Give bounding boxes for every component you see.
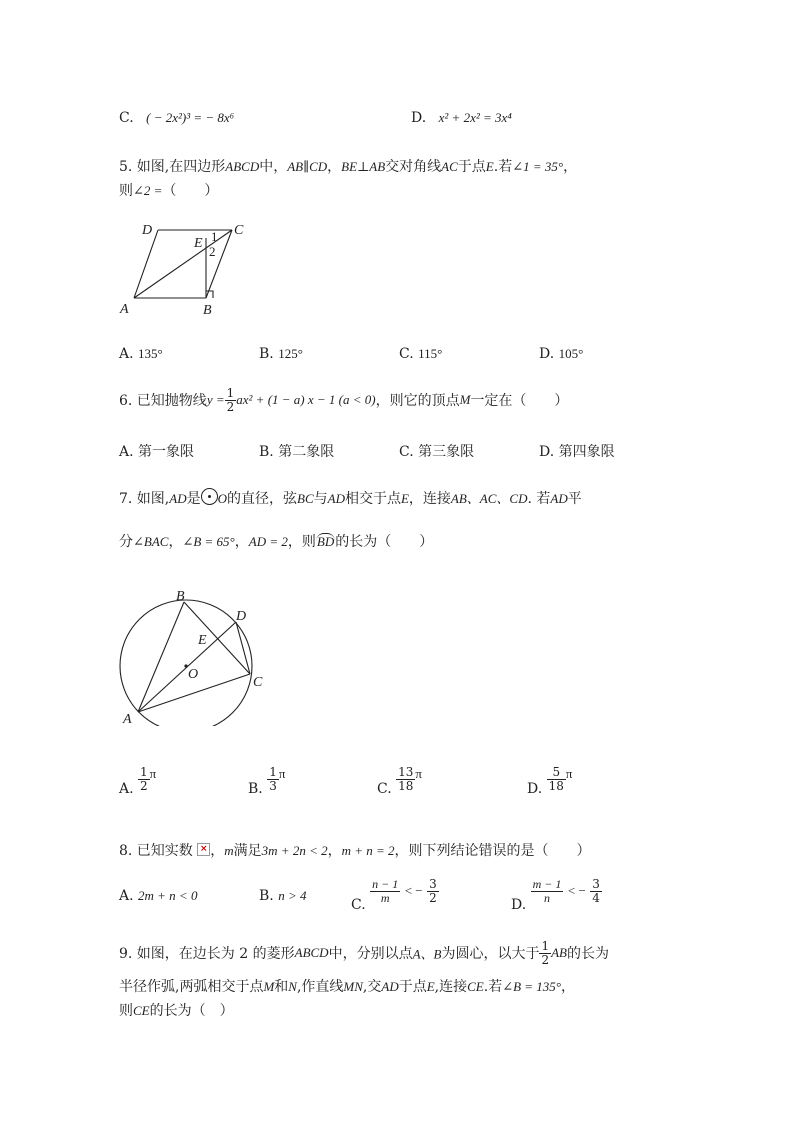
option-value: 第一象限 (138, 444, 195, 460)
q5-text: 5. 如图,在四边形 (119, 159, 226, 175)
q7-diameter-ad (138, 622, 236, 712)
pi-symbol: π (149, 766, 157, 781)
pi-symbol: π (278, 766, 286, 781)
q5-math: BE⊥AB (341, 159, 386, 174)
q7-label-b: B (176, 589, 185, 604)
q6-math: ax² + (1 − a) x − 1 (a < 0) (236, 392, 376, 408)
q6-option-a (119, 441, 194, 461)
fraction-numerator: 1 (140, 765, 148, 779)
q7-label-o: O (188, 667, 199, 682)
broken-image-icon: × (197, 843, 210, 856)
q7-label-d: D (236, 609, 247, 624)
option-label: D. (511, 897, 527, 914)
q5-label-c: C (234, 223, 244, 238)
q9-math: CE (133, 1003, 150, 1018)
fraction-denominator: 2 (541, 952, 550, 967)
option-label: D. (527, 781, 543, 798)
q9-text: ,作直线 (296, 979, 344, 995)
q7-text: ， (168, 534, 183, 550)
q7-text: 7. 如图, (119, 491, 170, 507)
option-value: 第四象限 (558, 444, 615, 460)
q7-math: ∠B = 65° (182, 534, 235, 549)
fraction-numerator: 3 (592, 877, 600, 891)
option-label: A. (119, 781, 134, 798)
fraction-denominator: 2 (226, 399, 235, 414)
option-value: 135° (138, 346, 163, 361)
q7-math: E (400, 491, 409, 506)
q9-text: .若 (483, 979, 503, 995)
q7-math: O (217, 491, 227, 506)
fraction-denominator: 2 (140, 778, 148, 793)
fraction-numerator: 1 (226, 386, 235, 400)
q6-option-b (259, 441, 334, 461)
option-fraction (547, 766, 566, 792)
q7-math: AD = 2 (248, 534, 288, 549)
q7-math: ∠BAC (133, 534, 169, 549)
option-value: 115° (418, 346, 443, 361)
q7-text: 相交于点 (344, 491, 401, 507)
option-value: 第二象限 (278, 444, 335, 460)
q6-option-d (539, 441, 615, 461)
option-label: A. (119, 888, 134, 904)
q8-option-b (259, 888, 306, 904)
q5-text: ， (563, 159, 578, 175)
fraction-numerator: m − 1 (532, 877, 562, 891)
q5-side-bc (206, 230, 232, 298)
q4-option-d (411, 110, 512, 126)
q6-text: 一定在（ ） (470, 393, 569, 410)
fraction-numerator: 1 (269, 765, 277, 779)
fraction-denominator: m (380, 890, 390, 905)
q6-math: M (459, 392, 471, 408)
q5-text: 则 (119, 183, 133, 199)
q8-text: 满足 (233, 843, 262, 859)
q5-label-angle1: 1 (211, 229, 218, 244)
q9-math: E (426, 979, 435, 994)
fraction-numerator: 3 (429, 877, 437, 891)
q7-text: 平 (567, 491, 582, 507)
q9-text: ,交 (362, 979, 382, 995)
pi-symbol: π (565, 766, 573, 781)
option-value: 105° (558, 346, 584, 361)
option-label: B. (259, 888, 274, 904)
q7-math: AD (550, 491, 568, 506)
q8-text: ， (210, 843, 225, 859)
q5-label-b: B (203, 303, 212, 318)
q9-text: ,连接 (434, 979, 468, 995)
q6-stem (119, 387, 568, 413)
q6-math: y = (206, 392, 225, 408)
q4-option-c (119, 110, 234, 126)
q9-math: CE (467, 979, 484, 994)
q9-stem-line3 (119, 1000, 234, 1020)
pi-symbol: π (415, 766, 422, 781)
q5-label-e: E (194, 236, 203, 251)
q9-text: 则 (119, 1003, 133, 1019)
q5-option-b (259, 346, 303, 362)
fraction-denominator: 18 (548, 778, 564, 793)
q9-fraction (539, 940, 551, 966)
q7-option-b (248, 765, 286, 798)
q5-math: ∠1 = 35° (512, 159, 564, 174)
q5-math: AC (441, 159, 458, 174)
q8-option-d (511, 877, 602, 914)
q5-math: ∠2 = (133, 183, 163, 198)
q5-stem-line2 (119, 180, 218, 200)
q7-figure (112, 584, 272, 726)
q9-math: MN (343, 979, 363, 994)
q5-math: AB∥CD (287, 159, 328, 174)
q7-math: BC (297, 491, 314, 506)
q9-text: 的长为（ ） (149, 1003, 234, 1019)
q9-text: 于点 (398, 979, 427, 995)
option-value: 第三象限 (418, 444, 475, 460)
q6-text: 6. 已知抛物线 (119, 393, 207, 410)
q9-text: 9. 如图，在边长为 2 的菱形 (119, 946, 295, 963)
q5-math: E (485, 159, 494, 174)
q5-text: 中， (259, 159, 288, 175)
q7-label-c: C (253, 675, 263, 690)
q5-text: 交对角线 (385, 159, 442, 175)
option-label: D. (411, 110, 427, 126)
q9-text: ， (561, 979, 576, 995)
option-fraction (370, 878, 400, 904)
q5-text: .若 (493, 159, 513, 175)
option-operator: < − (404, 883, 423, 899)
option-value: n > 4 (278, 888, 307, 903)
q7-text: ，则 (287, 534, 316, 550)
option-fraction (531, 878, 564, 904)
q7-text: 的长为（ ） (335, 534, 434, 550)
q9-math: N (288, 979, 297, 994)
q9-math: ABCD (294, 945, 329, 961)
option-fraction (427, 878, 439, 904)
q8-math: m + n = 2 (341, 843, 395, 858)
q9-text: 为圆心，以大于 (441, 946, 540, 963)
option-label: A. (119, 444, 134, 460)
q7-chord-ab (138, 602, 184, 712)
option-label: B. (248, 781, 263, 798)
q7-option-a (119, 765, 157, 798)
q7-text: 的直径，弦 (227, 491, 297, 507)
q9-math: M (263, 979, 275, 994)
q7-option-c (377, 765, 422, 798)
q9-math: ∠B = 135° (502, 979, 562, 994)
option-expression: ( − 2x²)³ = − 8x⁶ (146, 110, 235, 125)
q7-text: 是 (186, 491, 201, 507)
q5-text: 于点 (457, 159, 486, 175)
q5-stem-line1 (119, 156, 577, 176)
fraction-numerator: 1 (541, 939, 550, 953)
fraction-denominator: n (544, 890, 551, 905)
option-label: B. (259, 444, 274, 460)
q9-text: 半径作弧,两弧相交于点 (119, 979, 264, 995)
q7-math: AD (169, 491, 187, 506)
q7-label-e: E (198, 633, 207, 648)
option-label: B. (259, 346, 274, 362)
fraction-numerator: 5 (547, 766, 566, 780)
q6-text: ，则它的顶点 (375, 393, 460, 410)
q7-option-d (527, 765, 573, 798)
q7-arc-label: BD (316, 534, 335, 549)
fraction-numerator: 13 (398, 765, 414, 779)
fraction-denominator: 2 (429, 890, 437, 905)
option-fraction (138, 766, 150, 792)
option-label: A. (119, 346, 134, 362)
option-label: C. (377, 781, 392, 798)
q9-text: 中，分别以点 (328, 946, 413, 963)
q7-text: 分 (119, 534, 133, 550)
q6-option-c (399, 441, 474, 461)
q7-stem-line2 (119, 531, 433, 551)
option-label: D. (539, 444, 555, 460)
q9-text: 的长为 (567, 946, 609, 963)
q8-stem (119, 840, 591, 860)
q8-option-c (351, 877, 439, 914)
q6-fraction (225, 387, 237, 413)
q5-option-c (399, 346, 442, 362)
q7-text: ， (234, 534, 249, 550)
q8-option-a (119, 888, 197, 904)
q7-text: 与 (313, 491, 328, 507)
q5-figure (112, 216, 262, 320)
q8-text: ， (327, 843, 342, 859)
option-label: C. (119, 110, 134, 126)
q7-stem-line1 (119, 488, 582, 508)
q9-text: 和 (274, 979, 289, 995)
q7-text: ，连接 (408, 491, 451, 507)
option-operator: < − (567, 883, 586, 899)
q9-math: A、B (412, 946, 442, 962)
fraction-numerator: n − 1 (372, 877, 399, 891)
q8-math: 3m + 2n < 2 (261, 843, 328, 858)
q5-text: ， (327, 159, 342, 175)
q7-math: AD (327, 491, 345, 506)
q9-math: AB (551, 945, 567, 961)
option-value: 125° (278, 346, 303, 361)
option-fraction (396, 766, 415, 792)
option-label: C. (399, 346, 414, 362)
q5-option-d (539, 346, 583, 362)
fraction-denominator: 18 (398, 778, 414, 793)
option-expression: x² + 2x² = 3x⁴ (438, 110, 512, 125)
q9-stem-line2 (119, 976, 575, 996)
option-fraction (267, 766, 279, 792)
q5-label-a: A (120, 302, 129, 317)
q5-label-d: D (142, 223, 153, 238)
fraction-denominator: 3 (269, 778, 277, 793)
q7-text: . 若 (527, 491, 551, 507)
q5-side-da (134, 230, 158, 298)
q9-stem-line1 (119, 940, 609, 966)
option-fraction (590, 878, 602, 904)
q5-text: （ ） (162, 183, 219, 199)
q8-text: 8. 已知实数 (119, 843, 193, 859)
q5-label-angle2: 2 (209, 244, 216, 259)
q5-option-a (119, 346, 163, 362)
q7-label-a: A (123, 712, 132, 726)
q9-math: AD (381, 979, 399, 994)
fraction-denominator: 4 (592, 890, 600, 905)
q8-math: m (224, 843, 234, 858)
q8-text: ，则下列结论错误的是（ ） (394, 843, 591, 859)
q5-math: ABCD (225, 159, 260, 174)
option-label: C. (351, 897, 366, 914)
option-label: C. (399, 444, 414, 460)
option-label: D. (539, 346, 555, 362)
circle-o-symbol (201, 488, 218, 505)
option-value: 2m + n < 0 (138, 888, 198, 903)
q7-math: AB、AC、CD (450, 491, 528, 506)
